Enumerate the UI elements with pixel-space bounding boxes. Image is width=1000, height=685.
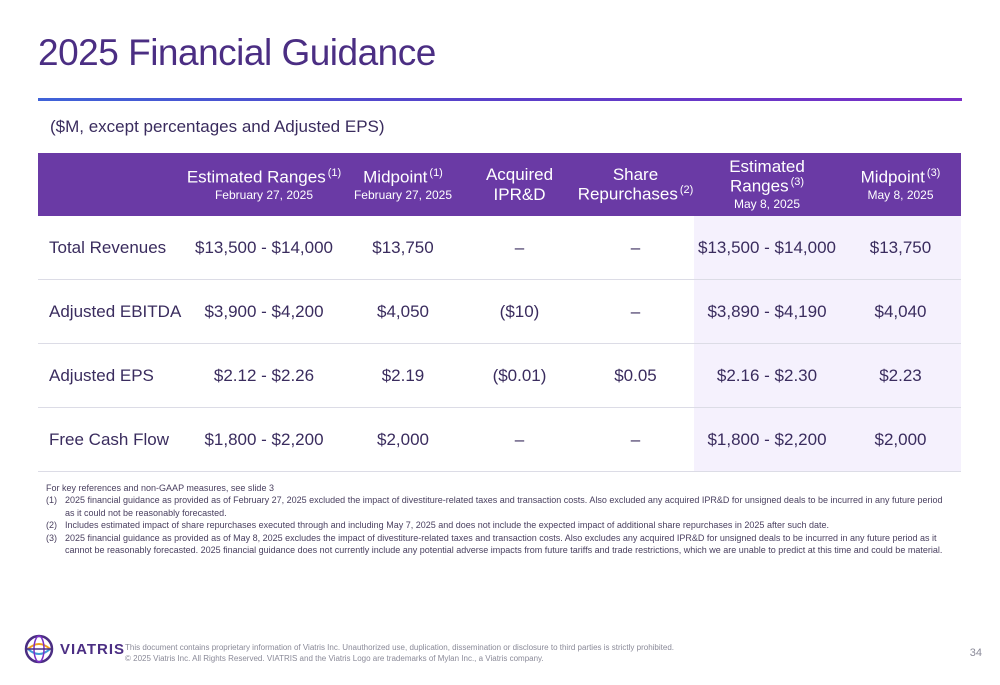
header-estimated-ranges-feb <box>184 153 344 216</box>
table-cell: $13,750 <box>372 237 434 257</box>
footnote-text: 2025 financial guidance as provided as of May 8, 2025 excludes the impact of divestiture-related taxes and transaction costs. Also excludes any acquired IPR&D for unsigned deals to be incurred in any future period as it cannot be reasonably forecasted. 2025 financial guidance does not currently include any potential adverse impacts from future tariffs and trade restrictions, which we are unable to predict at this time and could be material. <box>65 532 943 556</box>
table-cell: – <box>630 301 641 321</box>
footnote-ref: (3) <box>926 166 941 179</box>
footnote-ref: (2) <box>679 184 694 197</box>
table-cell: $13,500 - $14,000 <box>194 237 333 257</box>
footnotes <box>46 482 946 556</box>
table-row <box>38 216 961 280</box>
table-cell: $0.05 <box>614 365 657 385</box>
header-label: Acquired <box>485 164 554 184</box>
footnote-ref: (1) <box>327 166 342 179</box>
table-cell: – <box>630 237 641 257</box>
header-label: IPR&D <box>493 184 546 204</box>
table-subtitle: ($M, except percentages and Adjusted EPS) <box>50 117 385 136</box>
footnote-ref: (3) <box>790 176 805 189</box>
footnote-item <box>46 532 946 557</box>
header-empty <box>38 153 184 216</box>
footnote-text: 2025 financial guidance as provided as of February 27, 2025 excluded the impact of divestiture-related taxes and transaction costs. Also excluded any acquired IPR&D for unsigned deals to be incurred in any future period as it could not be reasonably forecasted. <box>65 495 943 518</box>
table-cell: $2.12 - $2.26 <box>213 365 315 385</box>
header-date: February 27, 2025 <box>214 187 314 202</box>
row-label: Adjusted EPS <box>49 365 154 385</box>
footnote-text: Includes estimated impact of share repurchases executed through and including May 7, 2025 and does not include the expected impact of additional share repurchases in 2025 after such date. <box>65 520 829 531</box>
footnote-number: (3) <box>46 532 57 543</box>
header-label: Midpoint <box>860 167 925 187</box>
row-label: Free Cash Flow <box>49 429 169 449</box>
table-cell: $4,050 <box>377 301 429 321</box>
table-cell: ($0.01) <box>492 365 547 385</box>
header-midpoint-may <box>840 153 961 216</box>
footnote-number: (1) <box>46 495 57 506</box>
footnote-item <box>46 519 946 531</box>
table-cell: $3,900 - $4,200 <box>204 301 324 321</box>
table-row <box>38 408 961 472</box>
header-label: Repurchases <box>577 184 678 204</box>
header-label: Share <box>612 164 659 184</box>
header-label: Midpoint <box>363 167 428 187</box>
table-cell: $1,800 - $2,200 <box>204 429 324 449</box>
header-date: February 27, 2025 <box>353 187 453 202</box>
table-cell: $2,000 <box>377 429 429 449</box>
logo-wordmark: VIATRIS <box>60 640 126 658</box>
legal-footer <box>125 642 674 664</box>
globe-logo-icon <box>24 634 54 664</box>
header-estimated-ranges-may <box>694 153 840 216</box>
table-cell: – <box>630 429 641 449</box>
table-cell: $2.19 <box>381 365 425 385</box>
footer-line: © 2025 Viatris Inc. All Rights Reserved. VIATRIS and the Viatris Logo are trademarks of Mylan Inc., a Viatris company. <box>125 654 544 664</box>
row-label: Adjusted EBITDA <box>49 301 182 321</box>
table-cell: – <box>514 237 525 257</box>
header-share-repurchases <box>577 153 694 216</box>
row-label: Total Revenues <box>49 237 167 257</box>
footer-line: This document contains proprietary information of Viatris Inc. Unauthorized use, duplication, dissemination or disclosure to third parties is strictly prohibited. <box>125 643 675 652</box>
footnote-intro: For key references and non-GAAP measures, see slide 3 <box>46 483 274 493</box>
table-cell: $2,000 <box>840 408 961 471</box>
table-cell: $13,500 - $14,000 <box>694 216 840 279</box>
table-cell: – <box>514 429 525 449</box>
header-label: Estimated Ranges <box>186 167 326 187</box>
footnote-number: (2) <box>46 520 57 531</box>
table-cell: $4,040 <box>840 280 961 343</box>
table-row <box>38 280 961 344</box>
guidance-table <box>38 153 961 472</box>
page-number: 34 <box>969 647 982 659</box>
table-cell: $1,800 - $2,200 <box>694 408 840 471</box>
header-label: Estimated Ranges <box>729 156 805 196</box>
table-cell: $2.16 - $2.30 <box>694 344 840 407</box>
viatris-logo <box>24 634 125 664</box>
header-acquired-iprd <box>462 153 577 216</box>
page-title: 2025 Financial Guidance <box>38 32 436 73</box>
header-midpoint-feb <box>344 153 462 216</box>
header-date: May 8, 2025 <box>733 197 801 212</box>
table-cell: $2.23 <box>840 344 961 407</box>
footnote-item <box>46 494 946 519</box>
title-divider <box>38 98 962 101</box>
table-cell: $3,890 - $4,190 <box>694 280 840 343</box>
footnote-ref: (1) <box>429 166 443 179</box>
table-cell: ($10) <box>499 301 540 321</box>
table-header-row <box>38 153 961 216</box>
table-row <box>38 344 961 408</box>
header-date: May 8, 2025 <box>867 187 934 202</box>
table-cell: $13,750 <box>840 216 961 279</box>
